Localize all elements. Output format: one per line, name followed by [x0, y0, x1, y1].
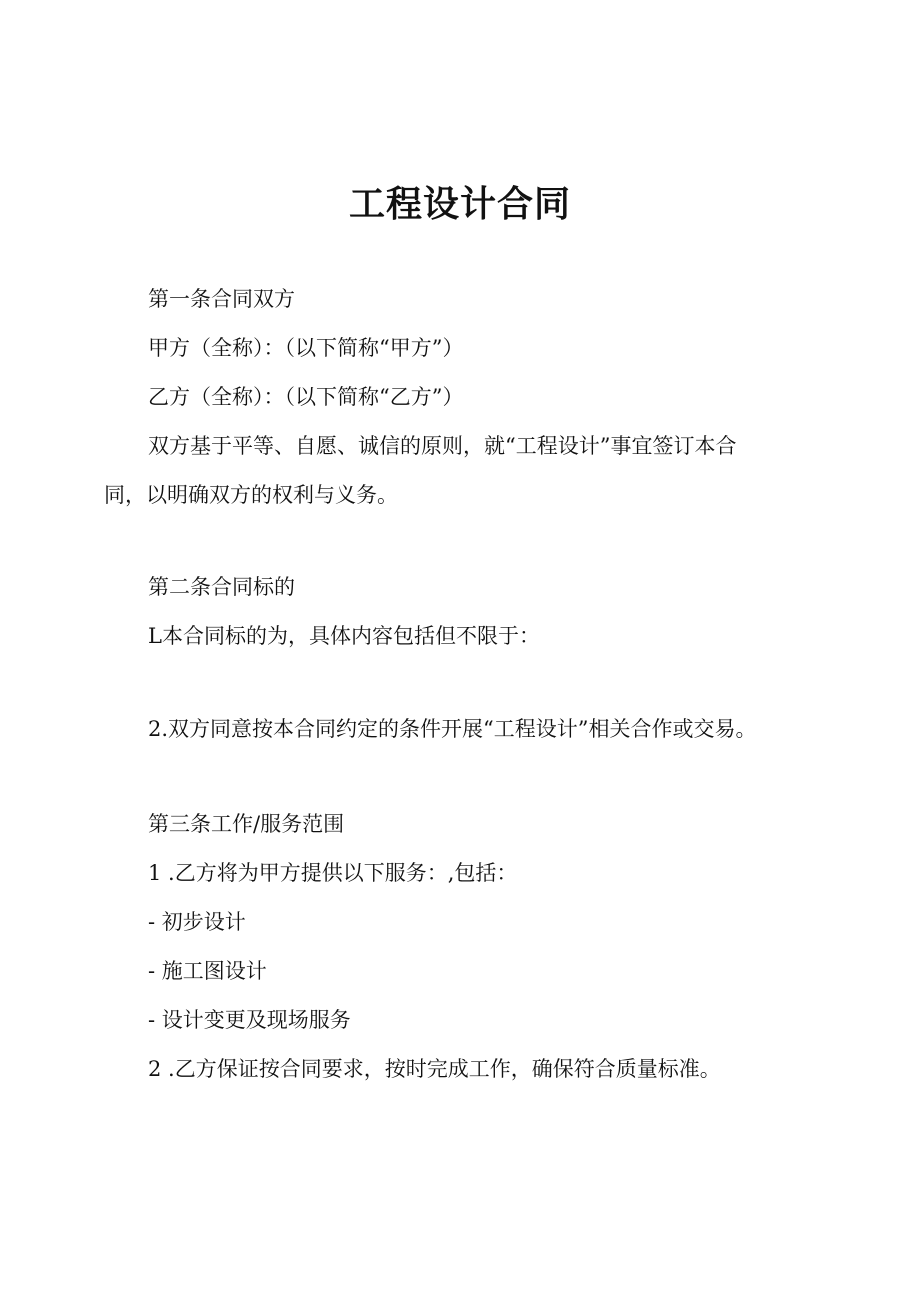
intro-paragraph-line-1: 双方基于平等、自愿、诚信的原则，就“工程设计”事宜签订本合 — [148, 434, 737, 458]
section-3-item-2: 2 .乙方保证按合同要求，按时完成工作，确保符合质量标准。 — [148, 1057, 721, 1081]
section-2-item-2: 2.双方同意按本合同约定的条件开展“工程设计”相关合作或交易。 — [148, 717, 757, 741]
section-2-heading: 第二条合同标的 — [148, 575, 295, 599]
service-bullet-item: - 初步设计 — [148, 910, 246, 934]
service-bullet-item: - 施工图设计 — [148, 959, 267, 983]
party-a-line: 甲方（全称）：（以下简称“甲方”） — [148, 336, 464, 360]
section-3-item-1: 1 .乙方将为甲方提供以下服务：,包括： — [148, 861, 518, 885]
intro-paragraph-line-2: 同，以明确双方的权利与义务。 — [104, 483, 398, 507]
document-title: 工程设计合同 — [348, 184, 571, 225]
service-bullet-item: - 设计变更及现场服务 — [148, 1008, 351, 1032]
section-2-item-1: L本合同标的为，具体内容包括但不限于： — [148, 624, 540, 648]
section-1-heading: 第一条合同双方 — [148, 287, 295, 311]
party-b-line: 乙方（全称）：（以下简称“乙方”） — [148, 385, 464, 409]
section-3-heading: 第三条工作/服务范围 — [148, 812, 345, 836]
